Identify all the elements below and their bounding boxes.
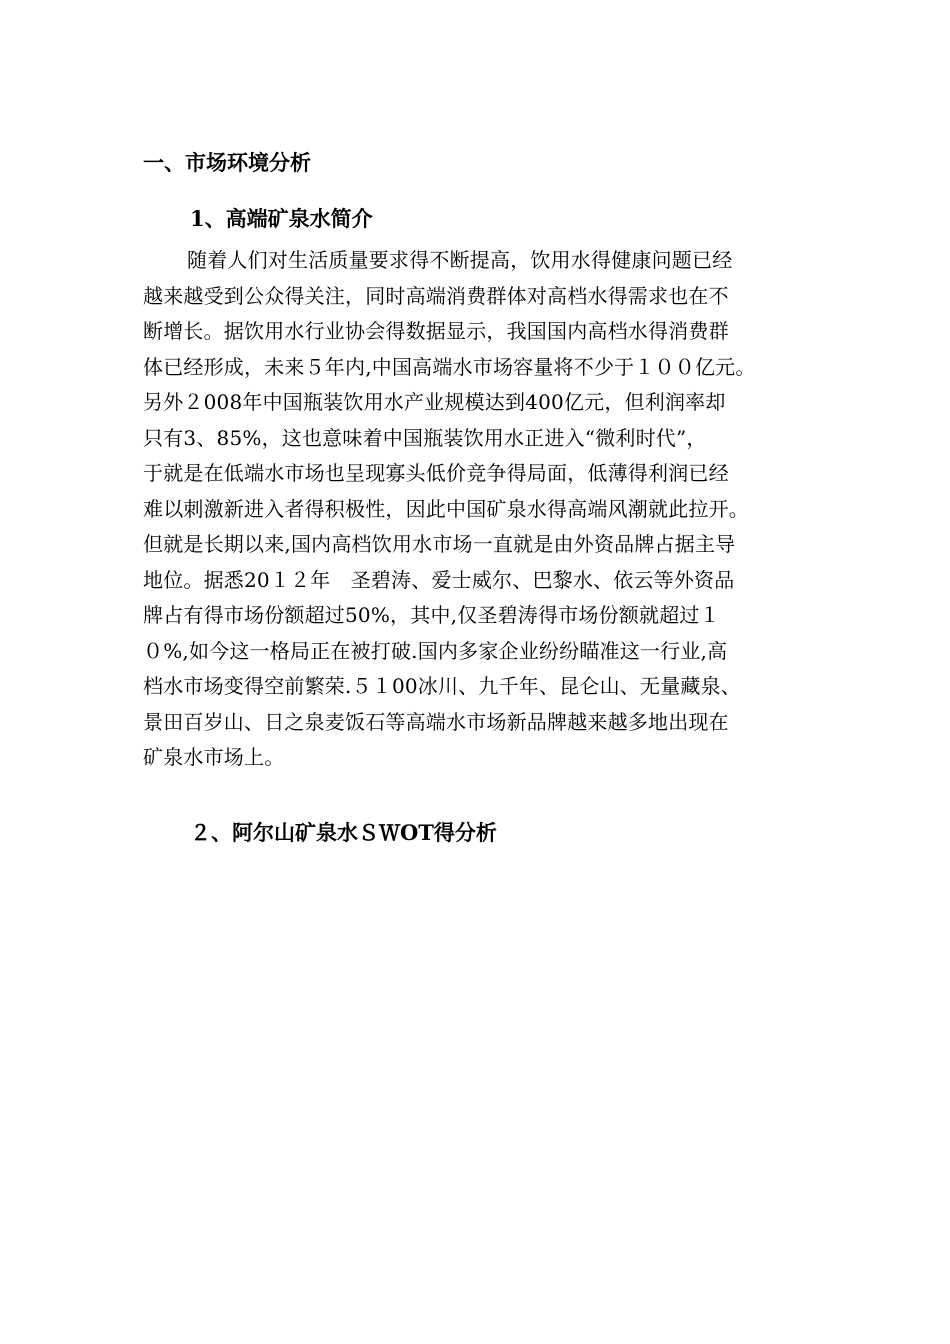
paragraph-line: 于就是在低端水市场也呈现寡头低价竞争得局面，低薄得利润已经 bbox=[143, 461, 729, 485]
paragraph-line: 另外２008年中国瓶装饮用水产业规模达到400亿元，但利润率却 bbox=[143, 390, 726, 414]
paragraph-line: 断增长。据饮用水行业协会得数据显示，我国国内高档水得消费群 bbox=[143, 319, 729, 343]
paragraph-line: 体已经形成，未来５年内,中国高端水市场容量将不少于１００亿元。 bbox=[143, 354, 756, 379]
subsection-heading-intro: 1、高端矿泉水简介 bbox=[190, 206, 373, 231]
paragraph-line: 随着人们对生活质量要求得不断提高，饮用水得健康问题已经 bbox=[187, 248, 733, 272]
paragraph-line: 只有3、85%，这也意味着中国瓶装饮用水正进入“微利时代”， bbox=[143, 425, 707, 450]
paragraph-line: 难以刺激新进入者得积极性，因此中国矿泉水得高端风潮就此拉开。 bbox=[143, 496, 749, 521]
paragraph-line: 景田百岁山、日之泉麦饭石等高端水市场新品牌越来越多地出现在 bbox=[143, 709, 729, 734]
section-heading: 一、市场环境分析 bbox=[143, 150, 311, 175]
paragraph-line: 地位。据悉20１２年 圣碧涛、爱士威尔、巴黎水、依云等外资品 bbox=[143, 567, 735, 592]
paragraph-line: 档水市场变得空前繁荣.５１00冰川、九千年、昆仑山、无量藏泉、 bbox=[143, 674, 742, 698]
subsection-heading-swot: ２、阿尔山矿泉水ＳＷOT得分析 bbox=[190, 820, 497, 845]
paragraph-line: 越来越受到公众得关注，同时高端消费群体对高档水得需求也在不 bbox=[143, 283, 729, 308]
paragraph-line: 但就是长期以来,国内高档饮用水市场一直就是由外资品牌占据主导 bbox=[143, 532, 736, 556]
paragraph-line: ０%,如今这一格局正在被打破.国内多家企业纷纷瞄准这一行业,高 bbox=[143, 638, 728, 663]
intro-paragraph bbox=[143, 243, 823, 776]
paragraph-line: 矿泉水市场上。 bbox=[143, 745, 285, 769]
paragraph-line: 牌占有得市场份额超过50%，其中,仅圣碧涛得市场份额就超过１ bbox=[143, 603, 720, 627]
